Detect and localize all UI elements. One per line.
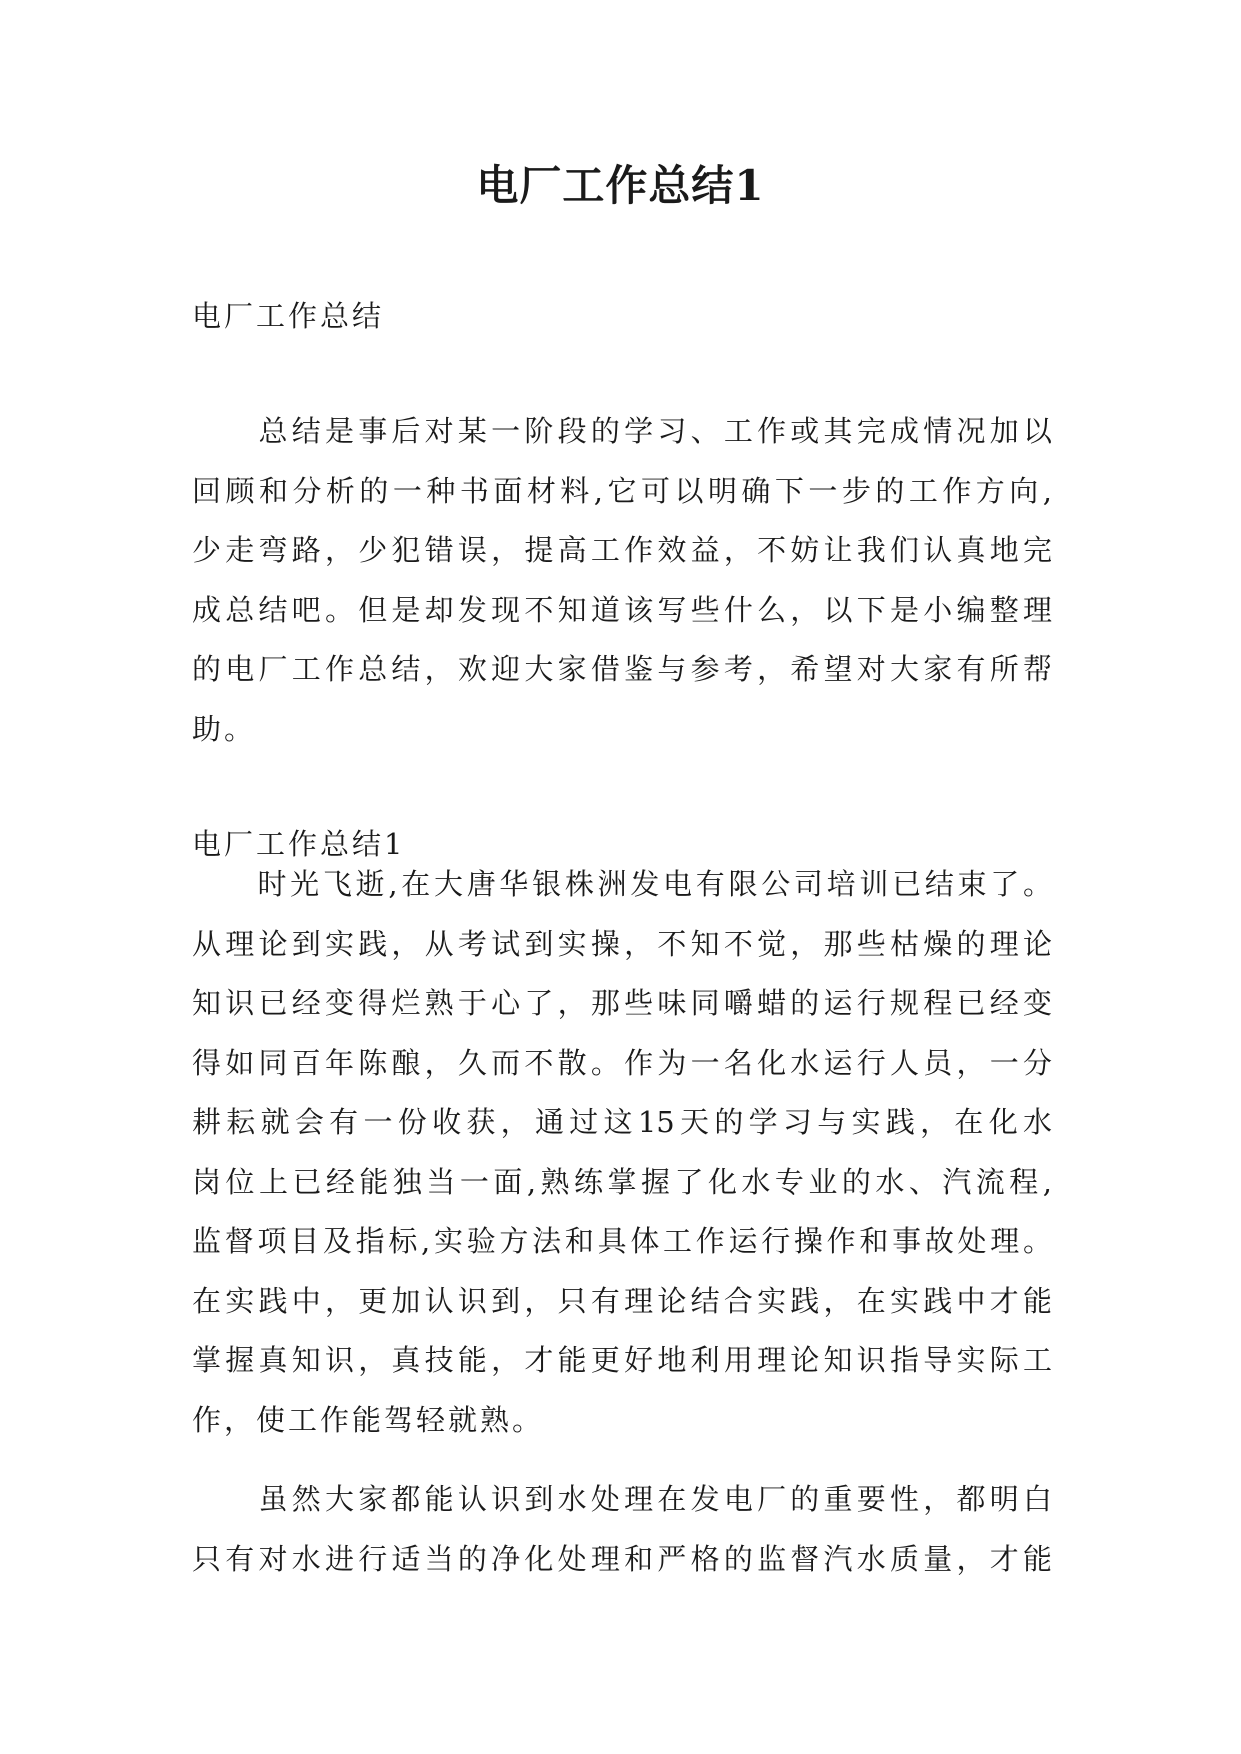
intro-line: 助。 [192,711,257,746]
paragraph-line: 在实践中，更加认识到，只有理论结合实践，在实践中才能 [192,1283,1052,1318]
intro-line: 总结是事后对某一阶段的学习、工作或其完成情况加以 [192,414,1052,448]
sub-heading: 电厂工作总结1 [192,827,406,861]
paragraph-line: 得如同百年陈酿，久而不散。作为一名化水运行人员，一分 [192,1045,1052,1080]
section-heading: 电厂工作总结 [192,299,385,333]
paragraph-line: 只有对水进行适当的净化处理和严格的监督汽水质量，才能 [192,1541,1052,1576]
intro-line: 少走弯路，少犯错误，提高工作效益，不妨让我们认真地完 [192,533,1052,567]
intro-paragraph [192,402,1052,759]
paragraph-line: 从理论到实践，从考试到实操，不知不觉，那些枯燥的理论 [192,926,1052,961]
body-paragraph-1 [192,855,1052,1450]
paragraph-line: 知识已经变得烂熟于心了，那些味同嚼蜡的运行规程已经变 [192,986,1052,1020]
paragraph-line: 作，使工作能驾轻就熟。 [192,1402,545,1437]
intro-line: 成总结吧。但是却发现不知道该写些什么，以下是小编整理 [192,592,1052,627]
document-title: 电厂工作总结1 [476,161,765,210]
body-paragraph-2 [192,1470,1052,1589]
paragraph-line: 耕耘就会有一份收获，通过这15天的学习与实践，在化水 [192,1105,1052,1139]
paragraph-line: 掌握真知识，真技能，才能更好地利用理论知识指导实际工 [192,1343,1052,1377]
paragraph-line: 监督项目及指标,实验方法和具体工作运行操作和事故处理。 [192,1224,1052,1258]
paragraph-line: 虽然大家都能认识到水处理在发电厂的重要性，都明白 [192,1482,1052,1516]
intro-line: 回顾和分析的一种书面材料,它可以明确下一步的工作方向, [192,473,1052,508]
paragraph-line: 岗位上已经能独当一面,熟练掌握了化水专业的水、汽流程, [192,1164,1052,1199]
paragraph-line: 时光飞逝,在大唐华银株洲发电有限公司培训已结束了。 [192,867,1052,901]
intro-line: 的电厂工作总结，欢迎大家借鉴与参考，希望对大家有所帮 [192,652,1052,686]
